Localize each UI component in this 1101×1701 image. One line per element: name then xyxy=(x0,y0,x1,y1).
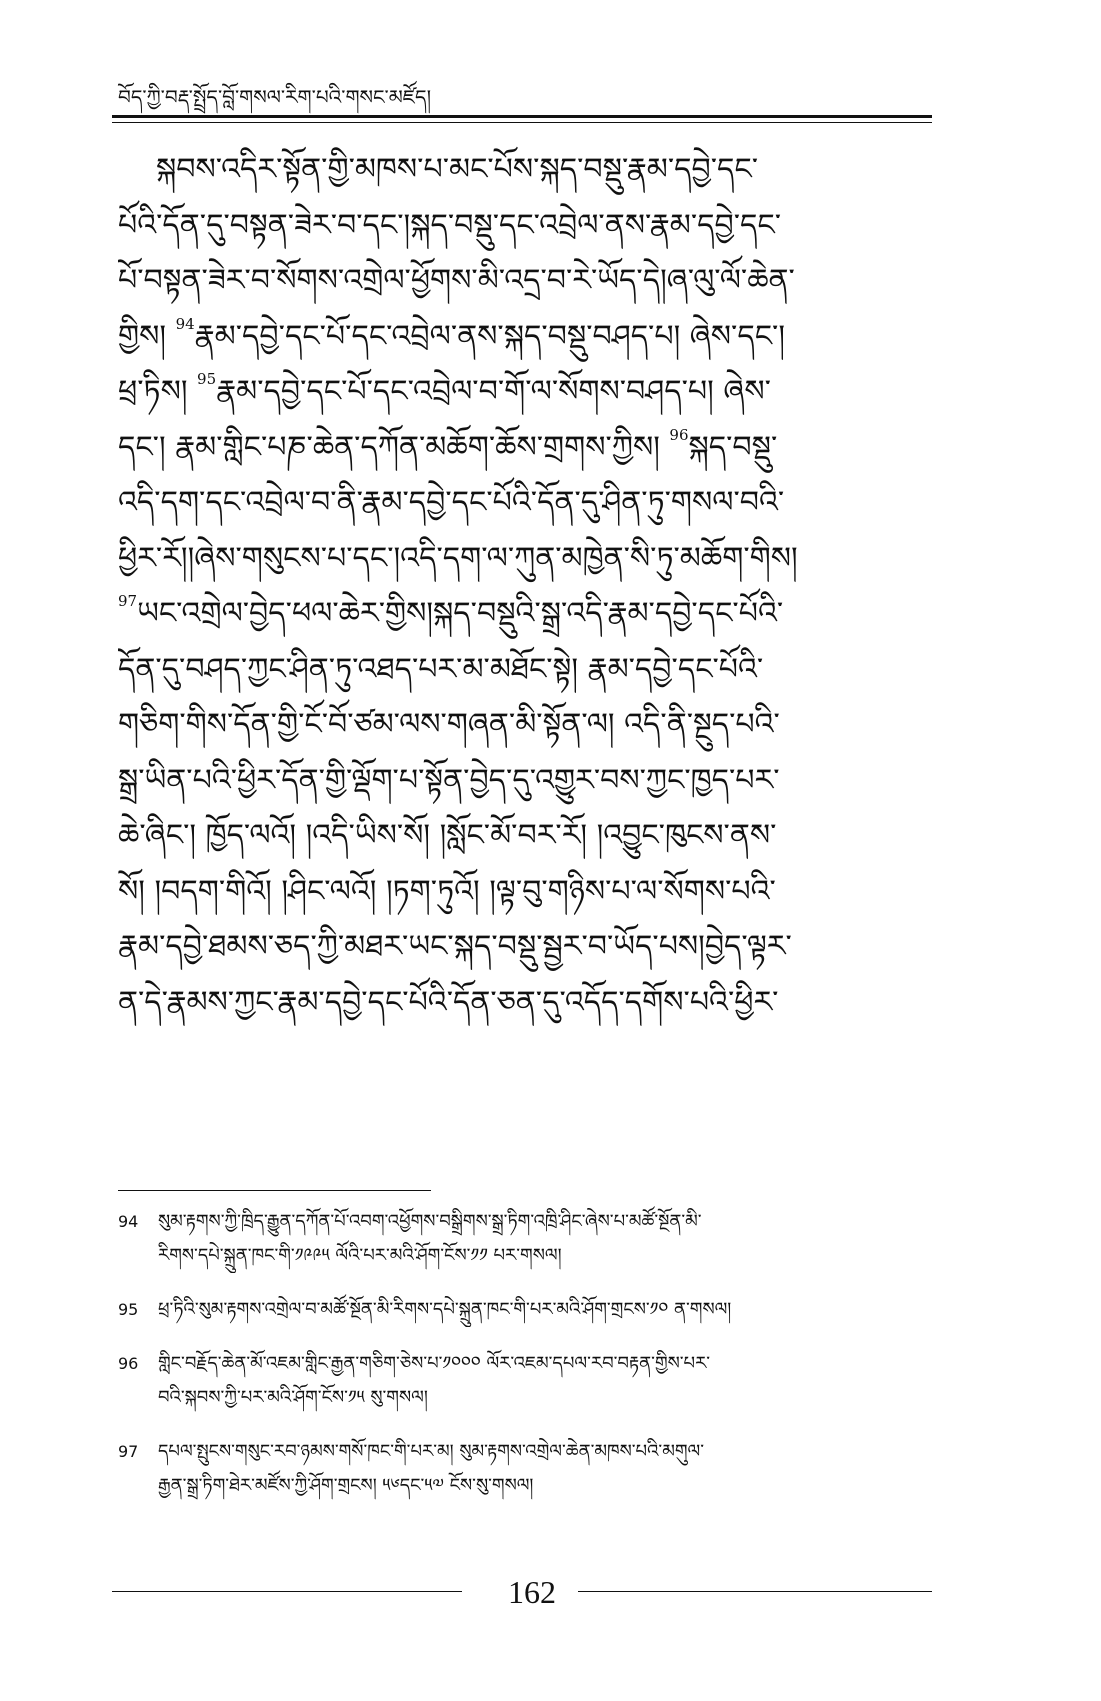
text-segment: ན་དེ་རྣམས་ཀྱང་རྣམ་དབྱེ་དང་པོའི་དོན་ཅན་དུ་འདོད་དགོས་པའི་ཕྱིར་ xyxy=(118,984,779,1020)
text-segment: ཕྲ་ཏིས། xyxy=(118,374,198,409)
text-segment: སོ། །བདག་གིའོ། །ཤིང་ལའོ། །ཏག་ཏུའོ། །ལྟ་བུ་གཉིས་པ་ལ་སོགས་པའི་ xyxy=(118,873,776,909)
footnote xyxy=(118,1347,948,1415)
body-line xyxy=(118,919,948,975)
body-line xyxy=(118,198,948,254)
text-segment: ཕྱིར་རོ།།ཞེས་གསུངས་པ་དང་།འདི་དག་ལ་ཀུན་མཁྱེན་སི་ཏུ་མཆོག་གིས། xyxy=(118,540,798,576)
footnote-number: 96 xyxy=(118,1354,139,1373)
footnote-reference: 94 xyxy=(175,314,195,333)
footnote-text: བའི་སྐབས་ཀྱི་པར་མའི་ཤོག་ངོས་༡༥ སུ་གསལ། xyxy=(158,1387,428,1408)
text-segment: རྣམ་དབྱེ་ཐམས་ཅད་ཀྱི་མཐར་ཡང་སྐད་བསྡུ་སྦྱར་བ་ཡོད་པས།བྱེད་ལྟར་ xyxy=(118,929,792,964)
text-segment: པོ་བསྟན་ཟེར་བ་སོགས་འགྲེལ་ཕྱོགས་མི་འདྲ་བ་རེ་ཡོད་དེ།ཞ་ལུ་ལོ་ཆེན་ xyxy=(118,263,795,298)
body-line xyxy=(118,142,948,198)
header-rule-thin xyxy=(112,122,932,123)
body-line xyxy=(118,697,948,753)
footnote-text: ཕྲ་ཏིའི་སུམ་རྟགས་འགྲེལ་བ་མཚོ་སྔོན་མི་རིགས་དཔེ་སྐྲུན་ཁང་གི་པར་མའི་ཤོག་གྲངས་༡༠ ན་གསལ། xyxy=(158,1299,732,1320)
body-line xyxy=(118,309,948,365)
footnote-number: 97 xyxy=(118,1442,139,1461)
folio-rule-right xyxy=(578,1591,932,1592)
footnote-reference: 95 xyxy=(197,370,217,388)
footnote xyxy=(118,1205,948,1273)
body-line xyxy=(118,586,948,642)
footnote-line xyxy=(118,1381,948,1415)
body-line xyxy=(118,642,948,698)
footnote-reference: 96 xyxy=(669,425,689,444)
footnote-line xyxy=(118,1435,948,1469)
body-line xyxy=(118,364,948,420)
body-text xyxy=(118,142,948,1030)
footnotes xyxy=(118,1205,948,1523)
body-line xyxy=(118,253,948,309)
footnote-text: རྒྱན་སྒྲ་ཏིག་ཐེར་མཛོས་ཀྱི་ཤོག་གྲངས། ༥༦དང་༥༧ ངོས་སུ་གསལ། xyxy=(158,1475,534,1496)
body-line xyxy=(118,531,948,587)
footnote-line xyxy=(118,1469,948,1503)
footnote-text: སུམ་རྟགས་ཀྱི་ཁྲིད་རྒྱུན་དཀོན་པོ་འབག་འཕྱོགས་བསྒྲིགས་སྒྲ་ཏིག་འཁྲི་ཤིང་ཞེས་པ་མཚོ་སྔོན་མི་ xyxy=(158,1211,702,1232)
footnote-line xyxy=(118,1347,948,1381)
running-header: བོད་ཀྱི་བརྡ་སྤྲོད་བློ་གསལ་རིག་པའི་གསང་མཛོད། xyxy=(118,85,432,109)
footnote-line xyxy=(118,1205,948,1239)
body-line xyxy=(118,475,948,531)
text-segment: གཅིག་གིས་དོན་གྱི་ངོ་བོ་ཙམ་ལས་གཞན་མི་སྟོན་ལ། འདི་ནི་སྔུད་པའི་ xyxy=(118,707,780,742)
text-segment: དོན་དུ་བཤད་ཀྱང་ཤིན་ཏུ་འཐད་པར་མ་མཐོང་སྟེ། རྣམ་དབྱེ་དང་པོའི་ xyxy=(118,651,764,687)
text-segment: གྱིས། xyxy=(118,318,176,354)
text-segment: རྣམ་དབྱེ་དང་པོ་དང་འབྲེལ་བ་གོ་ལ་སོགས་བཤད་པ། ཞེས་ xyxy=(216,374,771,409)
footnote-text: རིགས་དཔེ་སྐྲུན་ཁང་གི་༡༩༩༥ ལོའི་པར་མའི་ཤོག་ངོས་༡༡ པར་གསལ། xyxy=(158,1245,562,1266)
footnote xyxy=(118,1293,948,1327)
header-rule-thick xyxy=(112,115,932,118)
folio-rule-left xyxy=(112,1591,462,1592)
body-line xyxy=(118,864,948,920)
footnote-text: དཔལ་སྤུངས་གསུང་རབ་ཉམས་གསོ་ཁང་གི་པར་མ། སུམ་རྟགས་འགྲེལ་ཆེན་མཁས་པའི་མགུལ་ xyxy=(158,1441,705,1462)
footnote-text: གླིང་བརྗོད་ཆེན་མོ་འཇམ་གླིང་རྒྱན་གཅིག་ཅེས་པ་༡༠༠༠ ལོར་འཇམ་དཔལ་རབ་བརྟན་གྱིས་པར་ xyxy=(158,1353,711,1374)
text-segment: སྒྲ་ཡིན་པའི་ཕྱིར་དོན་གྱི་ལྡོག་པ་སྟོན་བྱེད་དུ་འགྱུར་བས་ཀྱང་ཁྱད་པར་ xyxy=(118,762,780,798)
text-segment: འདི་དག་དང་འབྲེལ་བ་ནི་རྣམ་དབྱེ་དང་པོའི་དོན་དུ་ཤིན་ཏུ་གསལ་བའི་ xyxy=(118,485,785,520)
text-segment: དང་། རྣམ་གླིང་པཎ་ཆེན་དཀོན་མཆོག་ཆོས་གྲགས་ཀྱིས། xyxy=(118,429,670,465)
body-line xyxy=(118,808,948,864)
text-segment: པོའི་དོན་དུ་བསྟན་ཟེར་བ་དང་།སྐད་བསྡུ་དང་འབྲེལ་ནས་རྣམ་དབྱེ་དང་ xyxy=(118,207,781,243)
text-segment: སྐབས་འདིར་སྟོན་གྱི་མཁས་པ་མང་པོས་སྐད་བསྡུ་རྣམ་དབྱེ་དང་ xyxy=(156,152,759,187)
footnote-reference: 97 xyxy=(118,592,138,610)
body-line xyxy=(118,753,948,809)
body-line xyxy=(118,420,948,476)
footnote-number: 95 xyxy=(118,1300,139,1319)
body-line xyxy=(118,975,948,1031)
text-segment: ཡང་འགྲེལ་བྱེད་ཕལ་ཆེར་གྱིས།སྐད་བསྡུའི་སྒྲ་འདི་རྣམ་དབྱེ་དང་པོའི་ xyxy=(137,596,784,631)
footnote-number: 94 xyxy=(118,1212,139,1231)
text-segment: སྐད་བསྡུ་ xyxy=(688,429,778,465)
footnote-separator xyxy=(118,1190,431,1191)
text-segment: ཆེ་ཞིང་། ཁྱོད་ལའོ། །འདི་ཡིས་སོ། །སློང་མོ་བར་རོ། །འབྱུང་ཁུངས་ནས་ xyxy=(118,818,777,853)
text-segment: རྣམ་དབྱེ་དང་པོ་དང་འབྲེལ་ནས་སྐད་བསྡུ་བཤད་པ། ཞེས་དང་། xyxy=(194,318,785,354)
page-number: 162 xyxy=(508,1574,556,1610)
footnote xyxy=(118,1435,948,1503)
footnote-line xyxy=(118,1293,948,1327)
footnote-line xyxy=(118,1239,948,1273)
